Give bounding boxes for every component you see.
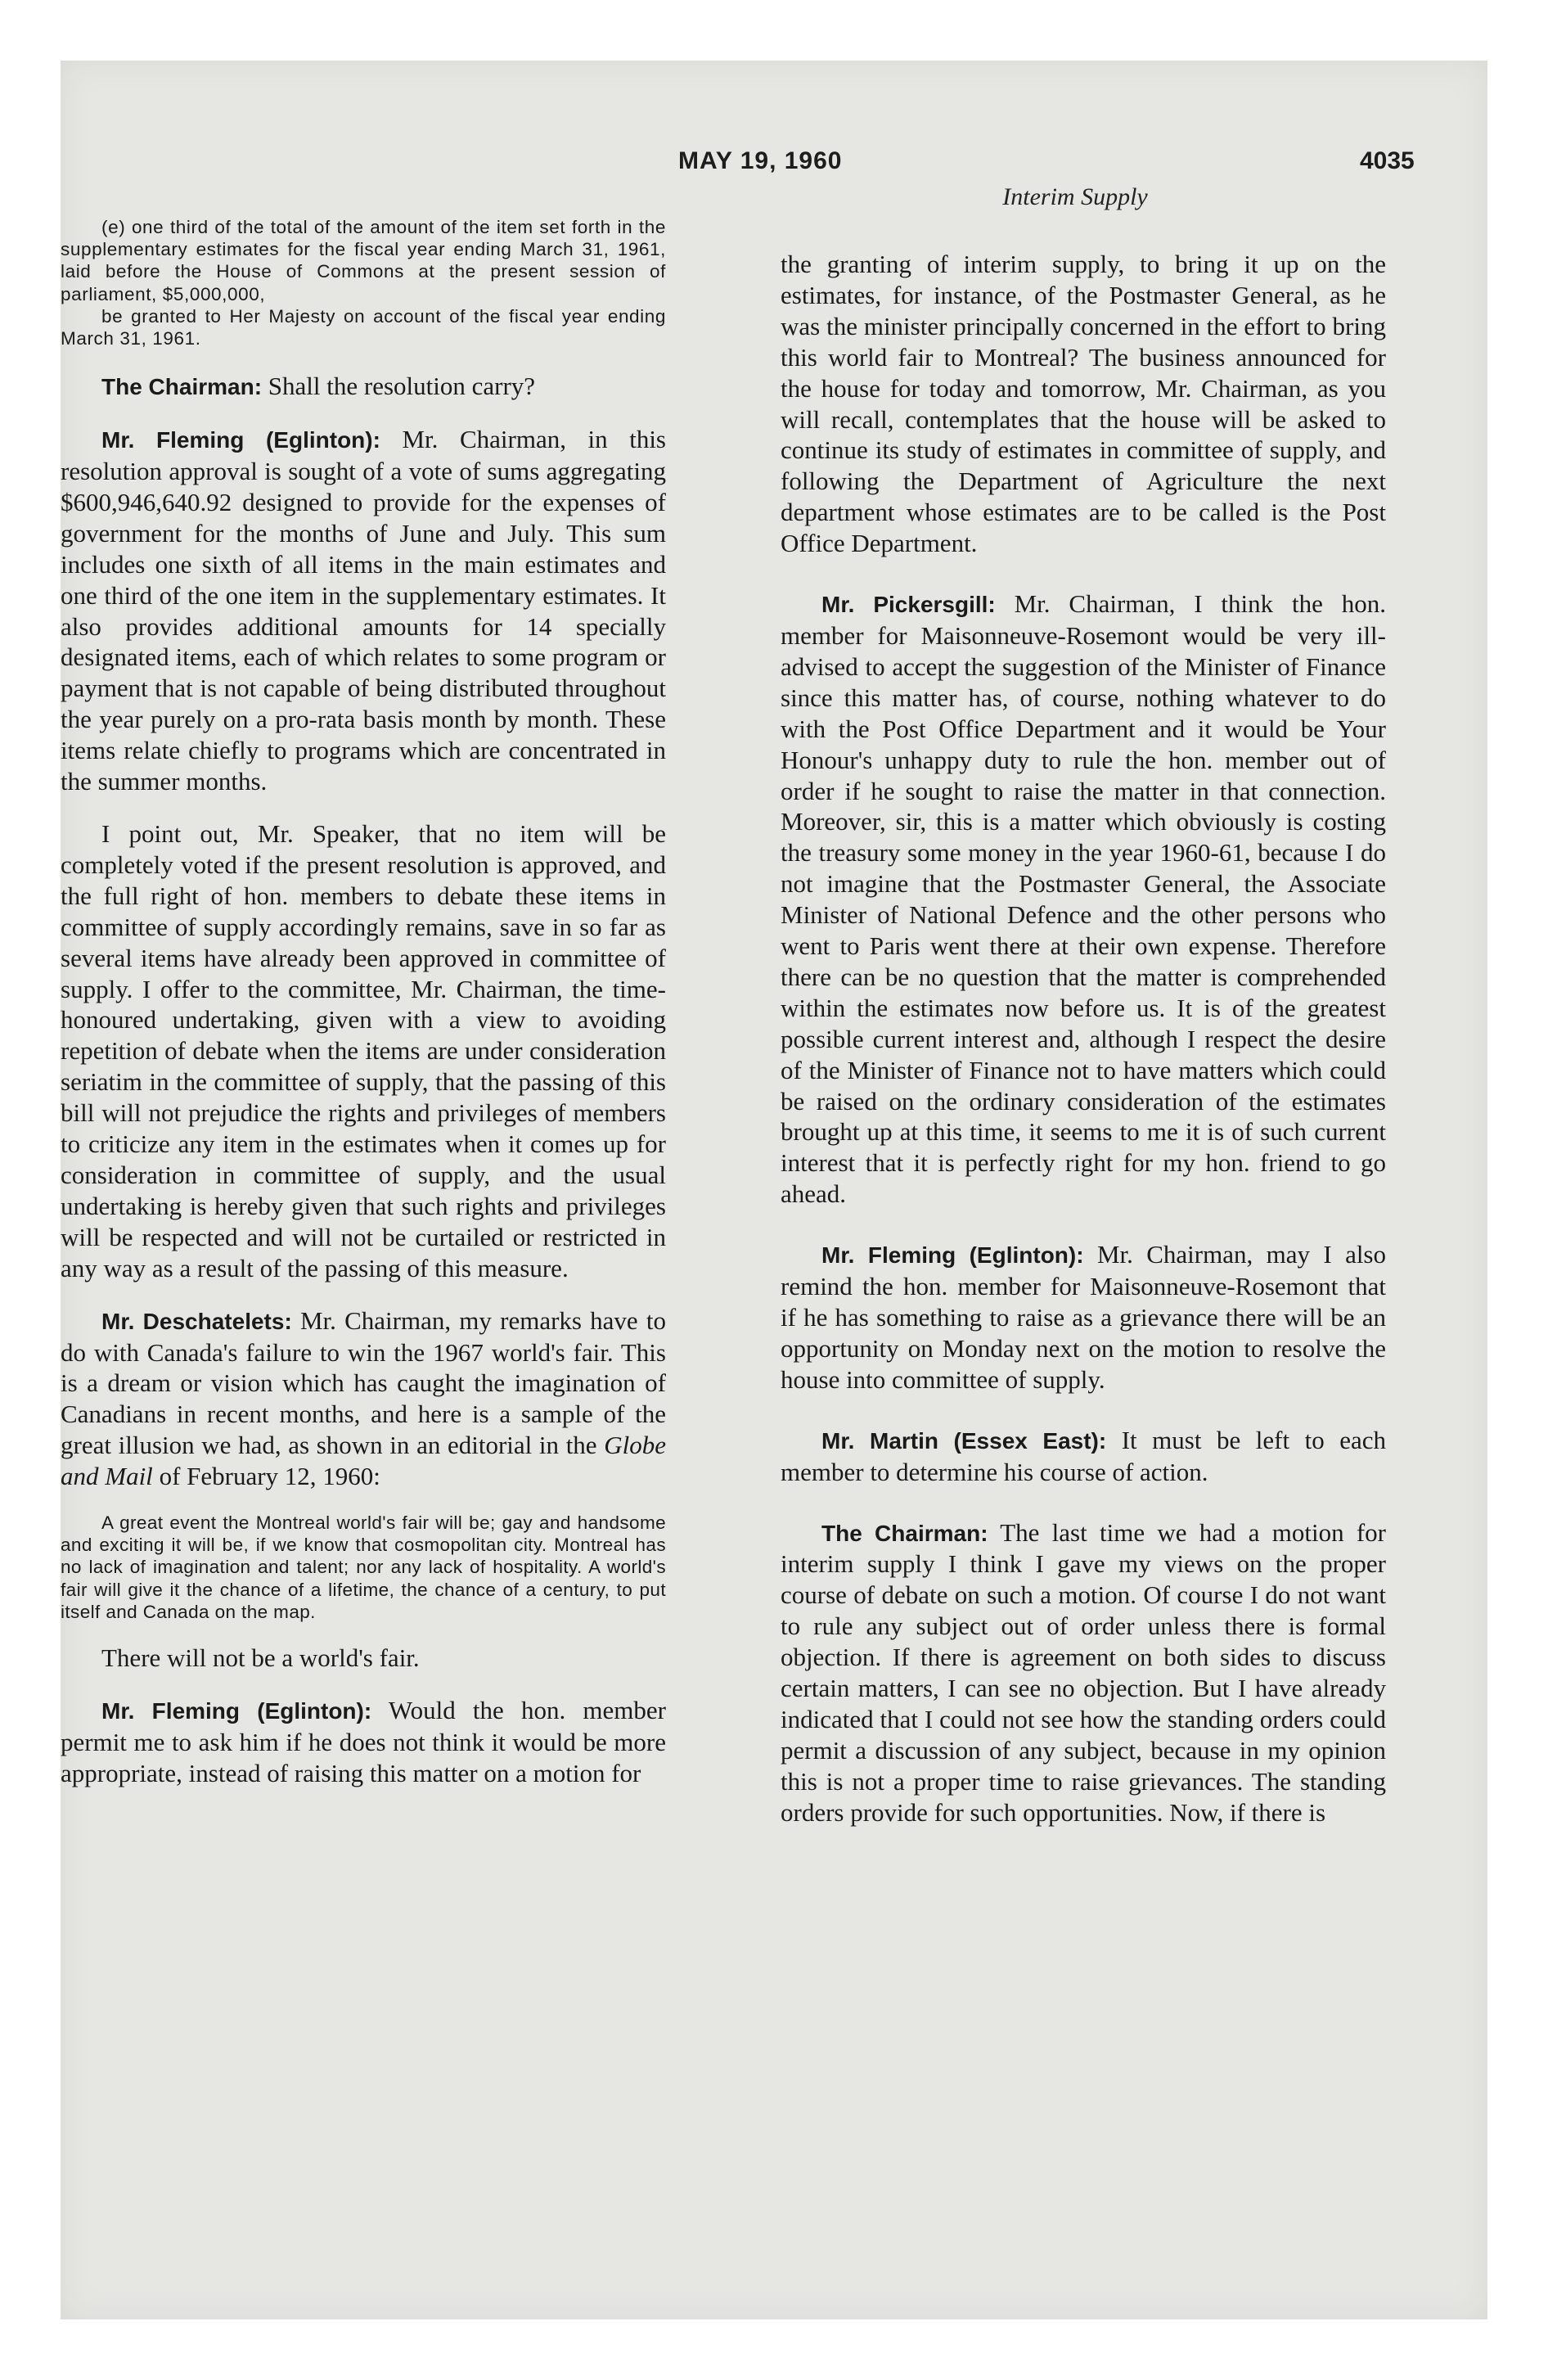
speaker-name: The Chairman: <box>821 1520 988 1546</box>
speech-text: the granting of interim supply, to bring it up on the estimates, for instance, of the Postmaster General, as he was the minister principally concerned in the effort to bring this world fair to Montreal? The business announced for the house for today and tomorrow, Mr. Chairman, as you will recall, contemplates that the house will be asked to continue its study of estimates in committee of supply, and following the Department of Agriculture the next department whose estimates are to be called is the Post Office Department. <box>781 250 1386 558</box>
speech-text: Shall the resolution carry? <box>262 372 536 401</box>
header-date: MAY 19, 1960 <box>678 147 843 174</box>
paragraph <box>781 249 1386 559</box>
speech-text: Mr. Chairman, in this resolution approval is sought of a vote of sums aggregating $600,946,640.92 designed to provide for the expenses of government for the months of June and July. This sum includes one sixth of all items in the main estimates and one third of the one item in the supplementary estimates. It also provides additional amounts for 14 specially designated items, each of which relates to some program or payment that is not capable of being distributed throughout the year purely on a pro-rata basis month by month. These items relate chiefly to programs which are concentrated in the summer months. <box>61 425 666 796</box>
hansard-page <box>61 61 1487 2319</box>
page-number: 4035 <box>1360 147 1415 174</box>
paragraph <box>781 1239 1386 1395</box>
speaker-name: Mr. Pickersgill: <box>821 592 996 618</box>
paragraph <box>61 818 666 1284</box>
speech-text: It must be left to each member to determine his course of action. <box>781 1425 1386 1486</box>
paragraph <box>781 1425 1386 1488</box>
page-header <box>61 147 1487 180</box>
running-subject: Interim Supply <box>1002 183 1148 210</box>
speaker-name: The Chairman: <box>101 374 263 400</box>
speaker-name: Mr. Martin (Essex East): <box>821 1427 1107 1454</box>
motion-clause-e: (e) one third of the total of the amount of the item set forth in the supplementary estimates for the fiscal year ending March 31, 1961, laid before the House of Commons at the present session of parliament, $5,000,000, <box>61 217 666 304</box>
editorial-quote: A great event the Montreal world's fair will be; gay and handsome and exciting it will be, if we know that cosmopolitan city. Montreal has no lack of imagination and talent; nor any lack of hospitality. A world's fair will give it the chance of a lifetime, the chance of a century, to put itself and Canada on the map. <box>61 1512 666 1622</box>
speech-text: Would the hon. member permit me to ask him if he does not think it would be more appropriate, instead of raising this matter on a motion for <box>61 1695 666 1787</box>
newspaper-title: Globe and Mail <box>61 1431 666 1491</box>
motion-clause-grant: be granted to Her Majesty on account of the fiscal year ending March 31, 1961. <box>61 305 666 349</box>
speaker-name: Mr. Deschatelets: <box>101 1308 292 1334</box>
paragraph <box>61 424 666 797</box>
paragraph <box>781 588 1386 1210</box>
speech-text: The last time we had a motion for interim supply I think I gave my views on the proper course of debate on such a motion. Of course I do not want to rule any subject out of order unless there is formal objection. If there is agreement on both sides to discuss certain matters, I can see no objection. But I have already indicated that I could not see how the standing orders could permit a discussion of any subject, because in my opinion this is not a proper time to raise grievances. The standing orders provide for such opportunities. Now, if there is <box>781 1517 1386 1827</box>
right-column <box>781 216 1386 1828</box>
paragraph <box>61 1643 666 1674</box>
speech-text: Mr. Chairman, my remarks have to do with Canada's failure to win the 1967 world's fair. This is a dream or vision which has caught the imagination of Canadians in recent months, and here is a sample of the great illusion we had, as shown in an editorial in the <box>61 1305 666 1460</box>
speaker-name: Mr. Fleming (Eglinton): <box>821 1242 1084 1269</box>
speech-text: Mr. Chairman, I think the hon. member for Maisonneuve-Rosemont would be very ill-advised to accept the suggestion of the Minister of Finance since this matter has, of course, nothing whatever to do with the Post Office Department and it would be Your Honour's unhappy duty to rule the hon. member out of order if he sought to raise the matter in that connection. Moreover, sir, this is a matter which obviously is costing the treasury some money in the year 1960-61, because I do not imagine that the Postmaster General, the Associate Minister of National Defence and the other persons who went to Paris went there at their own expense. Therefore there can be no question that the matter is comprehended within the estimates now before us. It is of the greatest possible current interest and, although I respect the desire of the Minister of Finance not to have matters which could be raised on the ordinary consideration of the estimates brought up at this time, it seems to me it is of such current interest that it is perfectly right for my hon. friend to go ahead. <box>781 589 1386 1209</box>
speech-text: of February 12, 1960: <box>152 1462 380 1491</box>
paragraph <box>61 1305 666 1492</box>
speech-text: I point out, Mr. Speaker, that no item will be completely voted if the present resolution is approved, and the full right of hon. members to debate these items in committee of supply accordingly remains, save in so far as several items have already been approved in committee of supply. I offer to the committee, Mr. Chairman, the time-honoured undertaking, given with a view to avoiding repetition of debate when the items are under consideration seriatim in the committee of supply, that the passing of this bill will not prejudice the rights and privileges of members to criticize any item in the estimates when it comes up for consideration in committee of supply, and the usual undertaking is hereby given that such rights and privileges will be respected and will not be curtailed or restricted in any way as a result of the passing of this measure. <box>61 819 666 1282</box>
speech-text: Mr. Chairman, may I also remind the hon. member for Maisonneuve-Rosemont that if he has something to raise as a grievance there will be an opportunity on Monday next on the motion to resolve the house into committee of supply. <box>781 1240 1387 1394</box>
speech-text: There will not be a world's fair. <box>101 1643 420 1673</box>
paragraph <box>781 1517 1386 1828</box>
speaker-name: Mr. Fleming (Eglinton): <box>101 1697 372 1724</box>
paragraph <box>61 1695 666 1789</box>
left-column <box>61 216 666 1789</box>
speaker-name: Mr. Fleming (Eglinton): <box>101 427 380 453</box>
paragraph <box>61 371 666 403</box>
